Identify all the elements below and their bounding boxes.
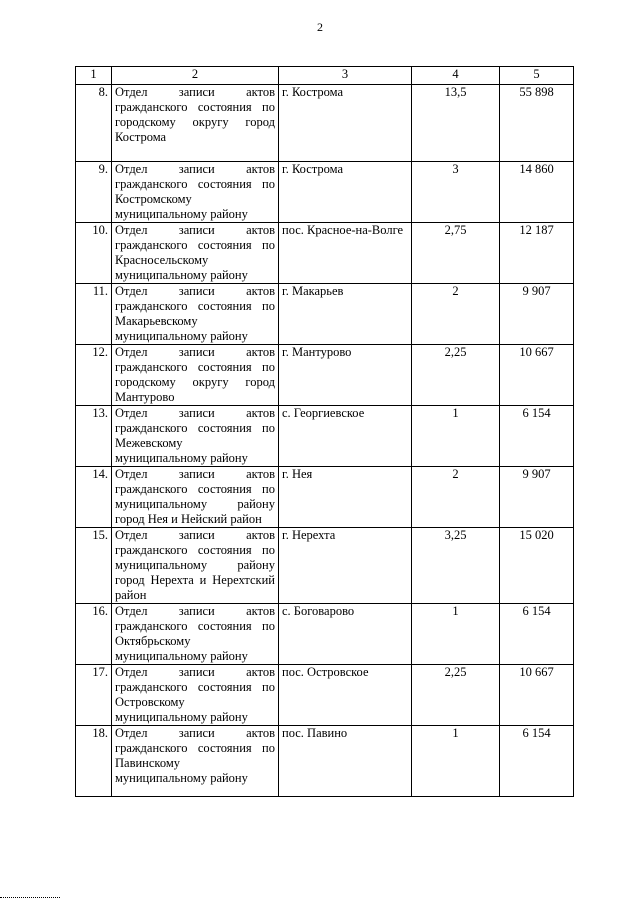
staff-rate: 3,25 — [412, 528, 500, 604]
amount: 9 907 — [500, 467, 574, 528]
row-number: 11. — [76, 284, 112, 345]
staff-rate: 2 — [412, 467, 500, 528]
row-number: 8. — [76, 85, 112, 162]
staff-rate: 1 — [412, 406, 500, 467]
office-name: Отдел записи актов гражданского состояния по Костромскому муниципальному району — [112, 162, 279, 223]
footnote-divider — [0, 897, 60, 898]
office-name: Отдел записи актов гражданского состояния по городскому округу город Кострома — [112, 85, 279, 162]
office-name: Отдел записи актов гражданского состояния по муниципальному району город Нерехта и Нерехтский район — [112, 528, 279, 604]
table-row — [76, 162, 574, 223]
staff-rate: 13,5 — [412, 85, 500, 162]
location: пос. Павино — [279, 726, 412, 797]
office-name: Отдел записи актов гражданского состояния по Островскому муниципальному району — [112, 665, 279, 726]
location: с. Боговарово — [279, 604, 412, 665]
row-number: 14. — [76, 467, 112, 528]
row-number: 13. — [76, 406, 112, 467]
row-number: 9. — [76, 162, 112, 223]
amount: 10 667 — [500, 665, 574, 726]
amount: 55 898 — [500, 85, 574, 162]
office-name: Отдел записи актов гражданского состояния по Октябрьскому муниципальному району — [112, 604, 279, 665]
amount: 14 860 — [500, 162, 574, 223]
location: г. Мантурово — [279, 345, 412, 406]
location: г. Кострома — [279, 162, 412, 223]
amount: 15 020 — [500, 528, 574, 604]
staff-rate: 1 — [412, 604, 500, 665]
office-name: Отдел записи актов гражданского состояния по муниципальному району город Нея и Нейский район — [112, 467, 279, 528]
location: г. Нея — [279, 467, 412, 528]
row-number: 17. — [76, 665, 112, 726]
table-row — [76, 528, 574, 604]
header-row — [76, 67, 574, 85]
office-name: Отдел записи актов гражданского состояния по городскому округу город Мантурово — [112, 345, 279, 406]
office-name: Отдел записи актов гражданского состояния по Межевскому муниципальному району — [112, 406, 279, 467]
amount: 9 907 — [500, 284, 574, 345]
staff-rate: 1 — [412, 726, 500, 797]
row-number: 12. — [76, 345, 112, 406]
staff-rate: 3 — [412, 162, 500, 223]
location: г. Нерехта — [279, 528, 412, 604]
table-row — [76, 284, 574, 345]
office-name: Отдел записи актов гражданского состояния по Макарьевскому муниципальному району — [112, 284, 279, 345]
data-table — [75, 66, 574, 797]
row-number: 15. — [76, 528, 112, 604]
location: пос. Островское — [279, 665, 412, 726]
row-number: 10. — [76, 223, 112, 284]
staff-rate: 2 — [412, 284, 500, 345]
staff-rate: 2,75 — [412, 223, 500, 284]
table-row — [76, 345, 574, 406]
header-cell-1: 1 — [76, 67, 112, 85]
staff-rate: 2,25 — [412, 665, 500, 726]
table-row — [76, 223, 574, 284]
table-row — [76, 85, 574, 162]
page-number: 2 — [317, 20, 323, 34]
location: г. Макарьев — [279, 284, 412, 345]
table-row — [76, 604, 574, 665]
row-number: 16. — [76, 604, 112, 665]
header-cell-5: 5 — [500, 67, 574, 85]
office-name: Отдел записи актов гражданского состояния по Красносельскому муниципальному району — [112, 223, 279, 284]
table-row — [76, 406, 574, 467]
location: г. Кострома — [279, 85, 412, 162]
row-number: 18. — [76, 726, 112, 797]
table-row — [76, 726, 574, 797]
table-row — [76, 467, 574, 528]
header-cell-3: 3 — [279, 67, 412, 85]
header-cell-4: 4 — [412, 67, 500, 85]
amount: 6 154 — [500, 726, 574, 797]
header-cell-2: 2 — [112, 67, 279, 85]
table-row — [76, 665, 574, 726]
amount: 10 667 — [500, 345, 574, 406]
office-name: Отдел записи актов гражданского состояния по Павинскому муниципальному району — [112, 726, 279, 797]
staff-rate: 2,25 — [412, 345, 500, 406]
location: пос. Красное-на-Волге — [279, 223, 412, 284]
amount: 12 187 — [500, 223, 574, 284]
amount: 6 154 — [500, 406, 574, 467]
amount: 6 154 — [500, 604, 574, 665]
location: с. Георгиевское — [279, 406, 412, 467]
